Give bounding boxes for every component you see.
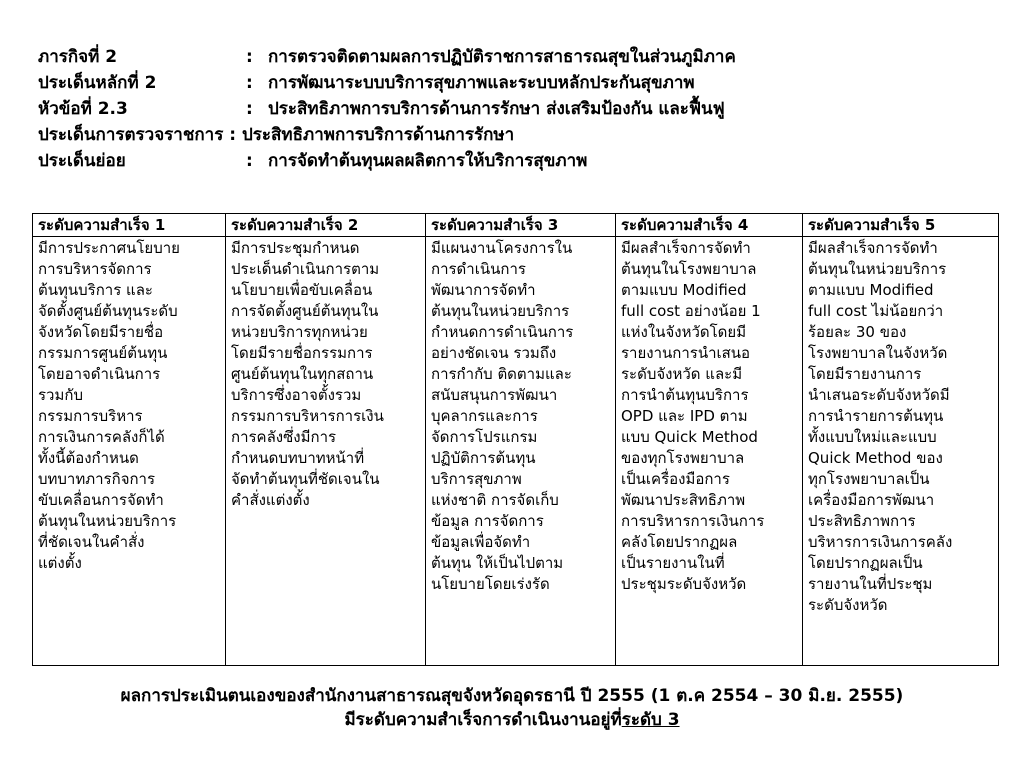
header-row-inspection-issue (38, 122, 998, 148)
header-label: หัวข้อที่ 2.3 (38, 99, 128, 119)
header-separator: : (246, 151, 253, 171)
header-value: การพัฒนาระบบบริการสุขภาพและระบบหลักประกันสุขภาพ (268, 73, 695, 93)
header-value: ประสิทธิภาพการบริการด้านการรักษา ส่งเสริมป้องกัน และฟื้นฟู (268, 99, 725, 119)
header-label: ประเด็นหลักที่ 2 (38, 73, 157, 93)
header-label: ประเด็นย่อย (38, 151, 126, 171)
header-row-sub-issue (38, 148, 998, 174)
cell-level-4 (616, 237, 803, 666)
header-label: ภารกิจที่ 2 (38, 47, 118, 67)
success-levels-table (32, 213, 999, 666)
cell-level-2 (226, 237, 426, 666)
footer-line-1: ผลการประเมินตนเองของสำนักงานสาธารณสุขจังหวัดอุดรธานี ปี 2555 (1 ต.ค 2554 – 30 มิ.ย. 2555) (120, 686, 904, 706)
header-separator: : (246, 99, 253, 119)
table-row (33, 237, 999, 666)
self-assessment-result (0, 684, 1024, 732)
header-label: ประเด็นการตรวจราชการ : ประสิทธิภาพการบริการด้านการรักษา (38, 125, 515, 145)
header-value: การจัดทำต้นทุนผลผลิตการให้บริการสุขภาพ (268, 151, 588, 171)
cell-text: มีผลสำเร็จการจัดทำ ต้นทุนในโรงพยาบาล ตามแบบ Modified full cost อย่างน้อย 1 แห่งในจังหวัดโดยมี รายงานการนำเสนอ ระดับจังหวัด และมี การนำต้นทุนบริการ OPD และ IPD ตาม แบบ Quick Method ของทุกโรงพยาบาล เป็นเครื่องมือการ พัฒนาประสิทธิภาพ การบริหารการเงินการ คลังโดยปรากฏผล เป็นรายงานในที่ ประชุมระดับจังหวัด (621, 239, 765, 593)
header-row-main-issue (38, 70, 998, 96)
cell-level-3 (426, 237, 616, 666)
cell-text: มีผลสำเร็จการจัดทำ ต้นทุนในหน่วยบริการ ตามแบบ Modified full cost ไม่น้อยกว่า ร้อยละ 30 ของ โรงพยาบาลในจังหวัด โดยมีรายงานการ นำเสนอระดับจังหวัดมี การนำรายการต้นทุน ทั้งแบบใหม่และแบบ Quick Method ของ ทุกโรงพยาบาลเป็น เครื่องมือการพัฒนา ประสิทธิภาพการ บริหารการเงินการคลัง โดยปรากฏผลเป็น รายงานในที่ประชุม ระดับจังหวัด (808, 239, 953, 614)
cell-text: มีแผนงานโครงการใน การดำเนินการ พัฒนาการจัดทำ ต้นทุนในหน่วยบริการ กำหนดการดำเนินการ อย่างชัดเจน รวมถึง การกำกับ ติดตามและ สนับสนุนการพัฒนา บุคลากรและการ จัดการโปรแกรม ปฏิบัติการต้นทุน บริการสุขภาพ แห่งชาติ การจัดเก็บ ข้อมูล การจัดการ ข้อมูลเพื่อจัดทำ ต้นทุน ให้เป็นไปตาม นโยบายโดยเร่งรัด (431, 239, 574, 593)
cell-text: มีการประชุมกำหนด ประเด็นดำเนินการตาม นโยบายเพื่อขับเคลื่อน การจัดตั้งศูนย์ต้นทุนใน หน่วยบริการทุกหน่วย โดยมีรายชื่อกรรมการ ศูนย์ต้นทุนในทุกสถาน บริการซึ่งอาจตั้งรวม กรรมการบริหารการเงิน การคลังซึ่งมีการ กำหนดบทบาทหน้าที่ จัดทำต้นทุนที่ชัดเจนใน คำสั่งแต่งตั้ง (231, 239, 384, 509)
column-header-level-4: ระดับความสำเร็จ 4 (616, 214, 803, 237)
column-header-level-5: ระดับความสำเร็จ 5 (803, 214, 999, 237)
header-separator: : (246, 47, 253, 67)
header-row-topic (38, 96, 998, 122)
cell-level-1 (33, 237, 226, 666)
column-header-level-1: ระดับความสำเร็จ 1 (33, 214, 226, 237)
column-header-level-3: ระดับความสำเร็จ 3 (426, 214, 616, 237)
cell-level-5 (803, 237, 999, 666)
table-header-row (33, 214, 999, 237)
footer-line-2 (0, 708, 1024, 732)
column-header-level-2: ระดับความสำเร็จ 2 (226, 214, 426, 237)
header-row-mission (38, 44, 998, 70)
achieved-level: ระดับ 3 (621, 710, 680, 730)
footer-line-2-prefix: มีระดับความสำเร็จการดำเนินงานอยู่ที่ (344, 710, 622, 730)
header-value: การตรวจติดตามผลการปฏิบัติราชการสาธารณสุขในส่วนภูมิภาค (268, 47, 736, 67)
cell-text: มีการประกาศนโยบาย การบริหารจัดการ ต้นทุนบริการ และ จัดตั้งศูนย์ต้นทุนระดับ จังหวัดโดยมีรายชื่อ กรรมการศูนย์ต้นทุน โดยอาจดำเนินการ รวมกับ กรรมการบริหาร การเงินการคลังก็ได้ ทั้งนี้ต้องกำหนด บทบาทภารกิจการ ขับเคลื่อนการจัดทำ ต้นทุนในหน่วยบริการ ที่ชัดเจนในคำสั่ง แต่งตั้ง (38, 239, 180, 572)
document-header (38, 44, 998, 174)
header-separator: : (246, 73, 253, 93)
